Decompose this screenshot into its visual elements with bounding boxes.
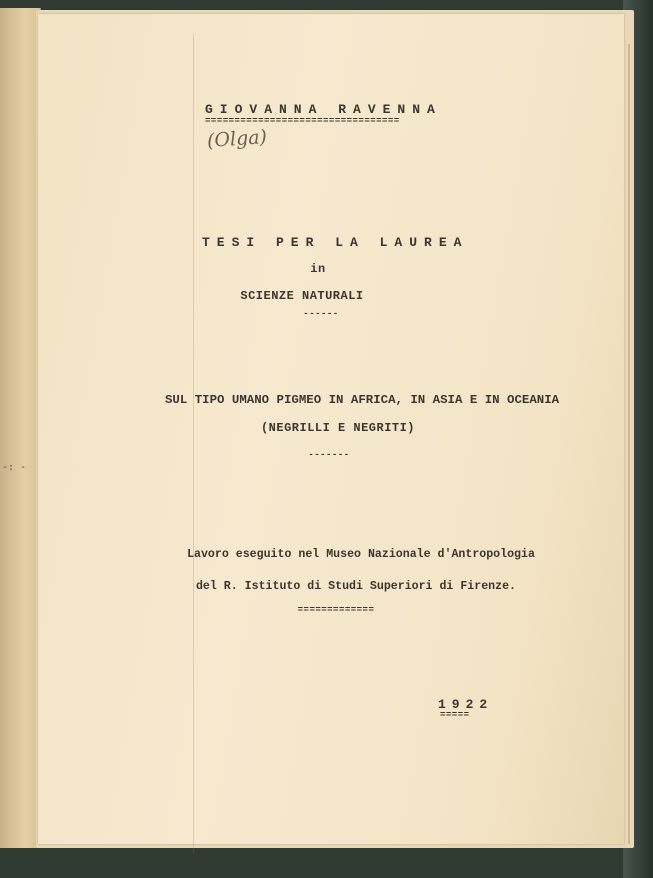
subject-subtitle: (NEGRILLI E NEGRITI): [260, 421, 416, 435]
field-of-study: SCIENZE NATURALI: [240, 289, 364, 303]
year-underline: =====: [440, 710, 470, 720]
year: 1922: [438, 697, 494, 712]
page-fold-line: [193, 34, 194, 854]
separator-rule-3: =============: [297, 605, 375, 615]
handwritten-note: (Olga): [206, 125, 268, 153]
separator-rule-1: ------: [303, 309, 339, 319]
separator-rule-2: -------: [308, 450, 350, 460]
work-description-line-1: Lavoro eseguito nel Museo Nazionale d'Antropologia: [187, 548, 535, 561]
author-name: GIOVANNA RAVENNA: [205, 102, 442, 117]
page-edge-line: [628, 44, 630, 844]
work-description-line-2: del R. Istituto di Studi Superiori di Firenze.: [195, 580, 517, 593]
in-word: in: [310, 262, 326, 276]
edge-marks: -: -: [2, 462, 27, 473]
author-underline: =================================: [205, 116, 400, 126]
subject-title: SUL TIPO UMANO PIGMEO IN AFRICA, IN ASIA E IN OCEANIA: [165, 393, 560, 407]
thesis-title: TESI PER LA LAUREA: [202, 235, 469, 250]
